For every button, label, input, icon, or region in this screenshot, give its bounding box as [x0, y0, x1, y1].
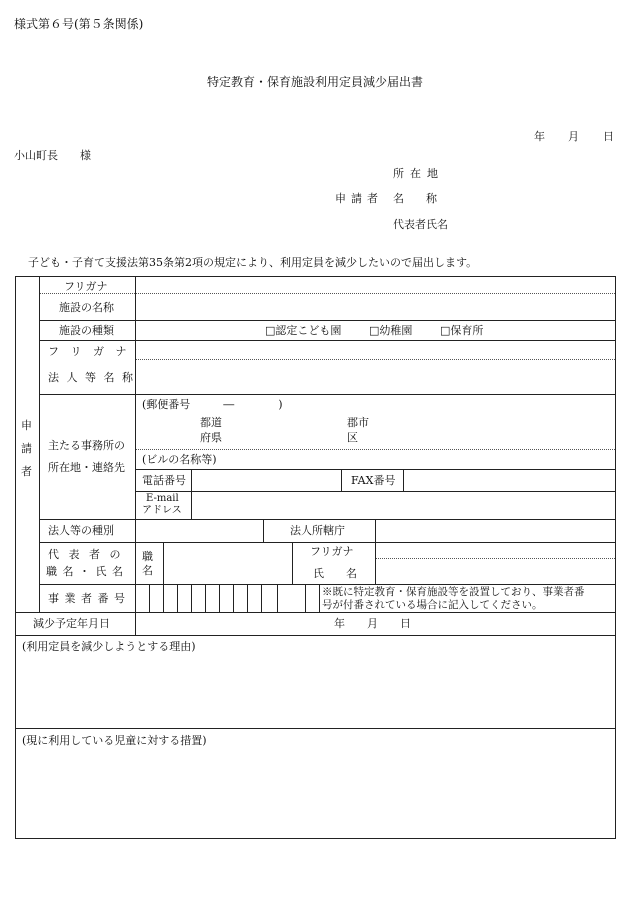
- rep-title-label-2: 名: [142, 564, 153, 577]
- reduce-date-label: 減少予定年月日: [33, 617, 110, 630]
- rep-furigana-label: フリガナ: [310, 545, 354, 558]
- form-number: 様式第６号(第５条関係): [14, 17, 144, 31]
- type-option-nintei[interactable]: □認定こども園: [265, 324, 342, 337]
- office-label-1: 主たる事務所の: [48, 439, 125, 452]
- applicant-side-label: 申請者: [21, 419, 32, 478]
- facility-name-label: 施設の名称: [59, 301, 114, 314]
- corp-name-label: 法 人 等 名 称: [48, 371, 135, 384]
- measures-label: (現に利用している児童に対する措置): [22, 734, 207, 747]
- business-note-2: 号が付番されている場合に記入してください。: [322, 599, 543, 611]
- fax-label: FAX番号: [351, 474, 396, 487]
- date-month-label: 月: [568, 130, 579, 143]
- name-label: 名 称: [393, 192, 437, 205]
- address-label: 所在地: [393, 167, 444, 180]
- corp-type-label: 法人等の種別: [48, 524, 114, 537]
- addressee: 小山町長 様: [14, 149, 91, 162]
- facility-furigana-label: フリガナ: [64, 280, 108, 293]
- rep-label-1: 代 表 者 の: [48, 548, 124, 561]
- office-label-2: 所在地・連絡先: [48, 461, 125, 474]
- form-title: 特定教育・保育施設利用定員減少届出書: [206, 75, 423, 89]
- facility-type-label: 施設の種類: [59, 324, 114, 337]
- type-option-youchien[interactable]: □幼稚園: [369, 324, 413, 337]
- rep-title-label-1: 職: [142, 550, 153, 563]
- postal-code-label: (郵便番号 ― ): [142, 398, 283, 411]
- email-label-1: E-mail: [146, 493, 179, 504]
- rep-name-label: 氏 名: [313, 567, 357, 580]
- phone-label: 電話番号: [142, 474, 186, 487]
- city-label-1: 郡市: [347, 416, 369, 429]
- corp-office-label: 法人所轄庁: [290, 524, 345, 537]
- date-day-label: 日: [603, 130, 614, 143]
- rep-label-2: 職 名 ・ 氏 名: [46, 565, 124, 578]
- reduce-date-ymd: 年 月 日: [334, 617, 411, 630]
- corp-furigana-label: フ リ ガ ナ: [48, 345, 131, 358]
- email-label-2: アドレス: [142, 505, 182, 516]
- building-label: (ビルの名称等): [142, 453, 217, 466]
- reason-label: (利用定員を減少しようとする理由): [22, 640, 196, 653]
- prefecture-label-1: 都道: [200, 416, 222, 429]
- city-label-2: 区: [347, 431, 358, 444]
- date-year-label: 年: [534, 130, 545, 143]
- type-option-hoikusho[interactable]: □保育所: [440, 324, 484, 337]
- representative-label: 代表者氏名: [393, 218, 448, 231]
- business-note-1: ※既に特定教育・保育施設等を設置しており、事業者番: [322, 586, 585, 598]
- prefecture-label-2: 府県: [200, 431, 222, 444]
- intro-text: 子ども・子育て支援法第35条第2項の規定により、利用定員を減少したいので届出します。: [28, 256, 478, 269]
- applicant-label: 申請者: [335, 192, 383, 205]
- business-number-label: 事 業 者 番 号: [48, 592, 126, 605]
